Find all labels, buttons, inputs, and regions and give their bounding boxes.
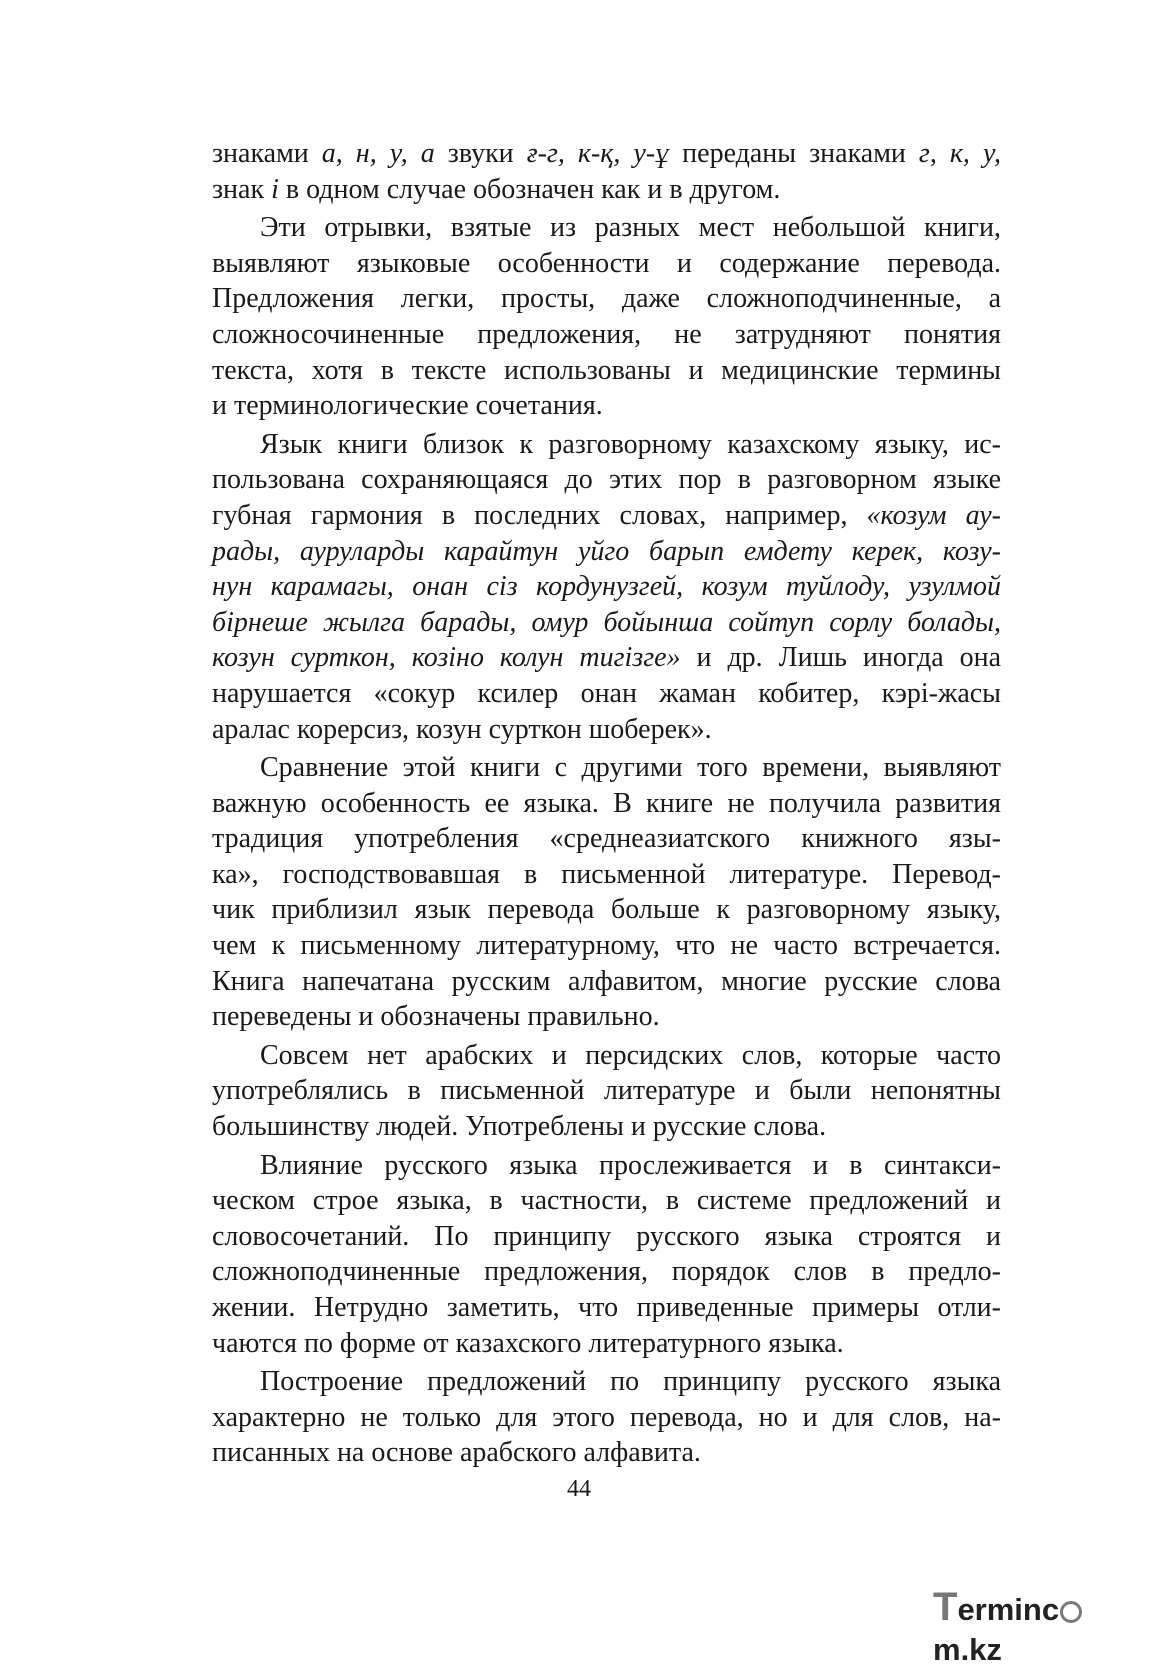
text-line bbox=[212, 1254, 1001, 1290]
text-line bbox=[212, 136, 1001, 172]
text-line bbox=[212, 1326, 1001, 1362]
italic-text: бірнеше жылга барады, омур бойынша сойтуп сорлу болады, bbox=[212, 606, 1001, 638]
text-line bbox=[212, 1364, 1001, 1400]
text-segment: сложносочиненные предложения, не затрудняют понятия bbox=[212, 318, 1001, 350]
text-segment: звуки bbox=[434, 138, 527, 169]
text-segment: чем к письменному литературному, что не часто встречается. bbox=[212, 930, 1001, 962]
italic-text: козун сурткон, козіно колун тигізге» bbox=[212, 642, 681, 674]
text-line bbox=[212, 1435, 1001, 1471]
text-line bbox=[212, 462, 1001, 498]
text-line bbox=[212, 1183, 1001, 1219]
text-segment: выявляют языковые особенности и содержание перевода. bbox=[212, 247, 1001, 279]
text-line bbox=[212, 1400, 1001, 1436]
text-segment: употреблялись в письменной литературе и были непонятны bbox=[212, 1075, 1001, 1107]
text-segment: чик приблизил язык перевода больше к разговорному языку, bbox=[212, 894, 1001, 926]
text-line bbox=[212, 427, 1001, 463]
text-segment: Сравнение этой книги с другими того времени, выявляют bbox=[260, 752, 1001, 784]
italic-text: ғ-г, к-қ, у-ұ bbox=[526, 138, 670, 169]
text-line bbox=[212, 246, 1001, 282]
text-segment: Влияние русского языка прослеживается и в синтакси- bbox=[260, 1149, 1001, 1181]
italic-text: і bbox=[271, 173, 279, 205]
text-line bbox=[212, 1290, 1001, 1326]
text-segment: важную особенность ее языка. В книге не получила развития bbox=[212, 787, 1001, 819]
text-segment: и терминологические сочетания. bbox=[212, 390, 603, 422]
text-line bbox=[212, 892, 1001, 928]
text-segment: словосочетаний. По принципу русского языка строятся и bbox=[212, 1220, 1001, 1252]
italic-text: г, к, у, bbox=[918, 138, 1001, 169]
termincom-logo bbox=[933, 1585, 1138, 1667]
text-segment: губная гармония в последних словах, например, bbox=[212, 499, 867, 531]
magnifier-icon bbox=[1060, 1601, 1082, 1623]
page-body bbox=[212, 136, 1001, 1471]
text-segment: Построение предложений по принципу русского языка bbox=[260, 1366, 1001, 1398]
text-line bbox=[212, 1038, 1001, 1074]
text-line bbox=[212, 999, 1001, 1035]
text-line bbox=[212, 569, 1001, 605]
text-segment: аралас корерсиз, козун сурткон шоберек». bbox=[212, 713, 712, 745]
text-line bbox=[212, 964, 1001, 1000]
text-segment: Предложения легки, просты, даже сложноподчиненные, а bbox=[212, 283, 1001, 315]
text-segment: ка», господствовавшая в письменной литературе. Перевод- bbox=[212, 858, 1001, 890]
text-line bbox=[212, 928, 1001, 964]
text-segment: Эти отрывки, взятые из разных мест небольшой книги, bbox=[260, 212, 1001, 244]
text-line bbox=[212, 317, 1001, 353]
text-segment: Совсем нет арабских и персидских слов, которые часто bbox=[260, 1039, 1001, 1071]
text-segment: нарушается «сокур ксилер онан жаман кобитер, кэрі-жасы bbox=[212, 677, 1001, 709]
text-segment: Язык книги близок к разговорному казахскому языку, ис- bbox=[260, 428, 1001, 460]
text-line bbox=[212, 821, 1001, 857]
text-line bbox=[212, 172, 1001, 208]
text-line bbox=[212, 1109, 1001, 1145]
text-segment: переданы знаками bbox=[669, 138, 919, 169]
text-segment: текста, хотя в тексте использованы и медицинские термины bbox=[212, 354, 1001, 386]
text-segment: сложноподчиненные предложения, порядок слов в предло- bbox=[212, 1256, 1001, 1288]
text-segment: традиция употребления «среднеазиатского книжного язы- bbox=[212, 823, 1001, 855]
text-line bbox=[212, 388, 1001, 424]
text-segment: знаками bbox=[212, 138, 322, 169]
logo-text-part-2: m.kz bbox=[933, 1632, 1002, 1667]
text-line bbox=[212, 857, 1001, 893]
text-segment: чаются по форме от казахского литературного языка. bbox=[212, 1327, 844, 1359]
text-line bbox=[212, 1219, 1001, 1255]
text-segment: переведены и обозначены правильно. bbox=[212, 1001, 660, 1033]
text-segment: характерно не только для этого перевода, но и для слов, на- bbox=[212, 1401, 1001, 1433]
text-segment: жении. Нетрудно заметить, что приведенные примеры отли- bbox=[212, 1292, 1001, 1323]
page-number: 44 bbox=[567, 1476, 591, 1502]
text-segment: пользована сохраняющаяся до этих пор в разговорном языке bbox=[212, 464, 1001, 496]
text-segment: большинству людей. Употреблены и русские слова. bbox=[212, 1111, 827, 1143]
text-line bbox=[212, 750, 1001, 786]
text-line bbox=[212, 676, 1001, 712]
text-line bbox=[212, 712, 1001, 748]
text-line bbox=[212, 1073, 1001, 1109]
text-segment: Книга напечатана русским алфавитом, многие русские слова bbox=[212, 965, 1001, 997]
text-line bbox=[212, 498, 1001, 534]
italic-text: «козум ау- bbox=[866, 499, 1001, 531]
text-segment: и др. Лишь иногда она bbox=[680, 642, 1001, 674]
logo-first-letter: T bbox=[933, 1585, 958, 1629]
logo-text-part-1: erminc bbox=[957, 1592, 1060, 1627]
italic-text: а, н, у, а bbox=[321, 138, 435, 169]
text-segment: знак bbox=[212, 173, 272, 205]
text-line bbox=[212, 786, 1001, 822]
text-line bbox=[212, 1148, 1001, 1184]
text-line bbox=[212, 605, 1001, 641]
text-line bbox=[212, 534, 1001, 570]
text-line bbox=[212, 281, 1001, 317]
text-line bbox=[212, 210, 1001, 246]
text-line bbox=[212, 353, 1001, 389]
italic-text: нун карамагы, онан сіз кордунузгей, козум туйлоду, узулмой bbox=[212, 571, 1001, 603]
text-segment: писанных на основе арабского алфавита. bbox=[212, 1437, 701, 1469]
text-segment: ческом строе языка, в частности, в системе предложений и bbox=[212, 1185, 1001, 1217]
italic-text: рады, ауруларды карайтун уйго барып емдету керек, козу- bbox=[212, 535, 1001, 567]
text-line bbox=[212, 640, 1001, 676]
text-segment: в одном случае обозначен как и в другом. bbox=[278, 173, 781, 205]
